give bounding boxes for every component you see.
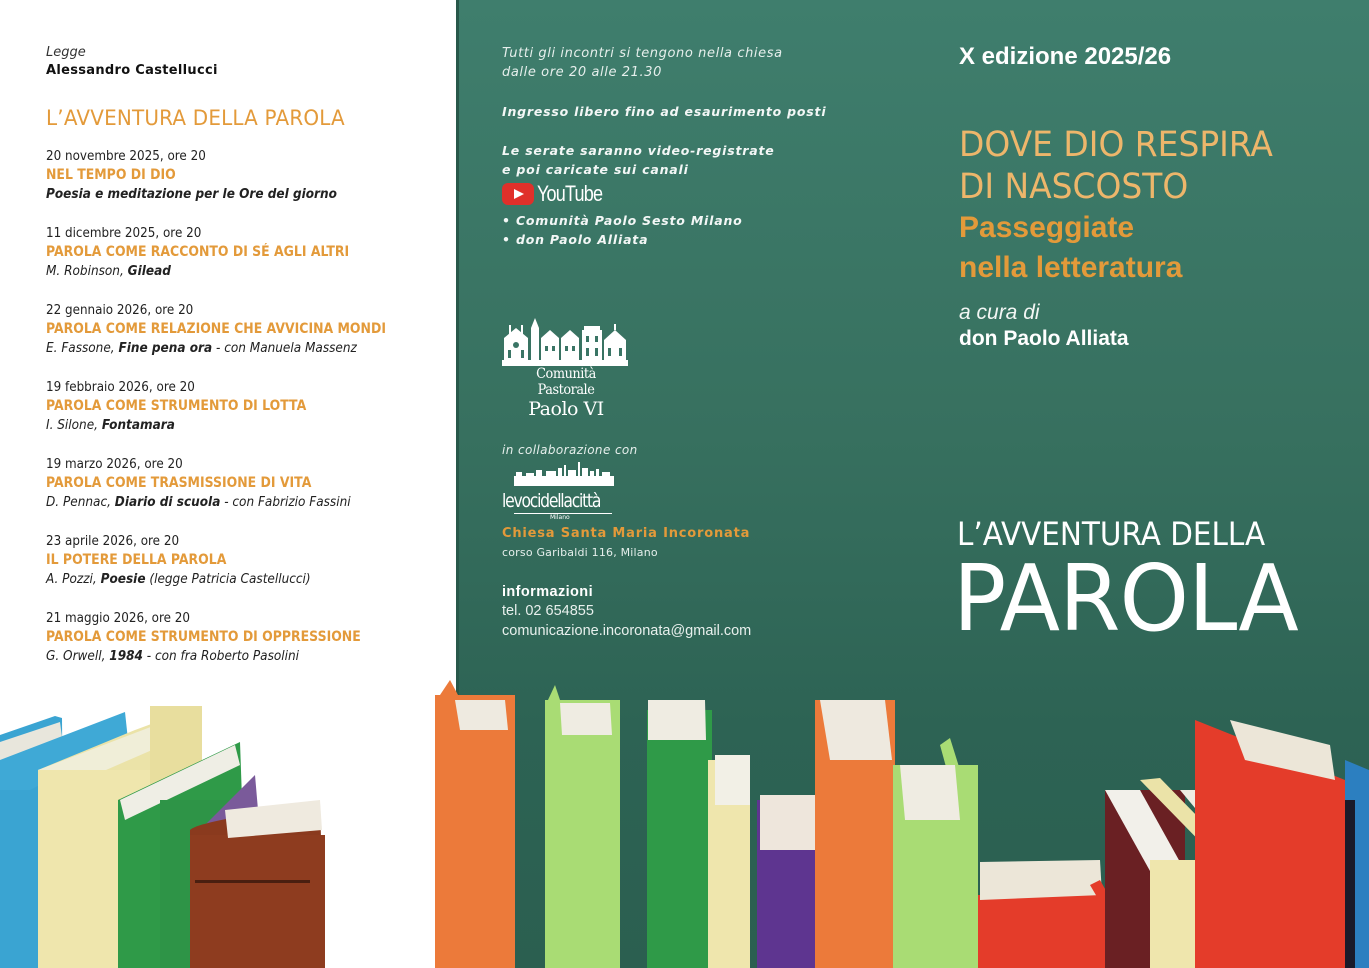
event-title: PAROLA COME RACCONTO DI SÉ AGLI ALTRI	[46, 244, 350, 260]
event-date: 22 gennaio 2026, ore 20	[46, 303, 194, 318]
info-phone[interactable]: tel. 02 654855	[502, 603, 594, 619]
event-title: NEL TEMPO DI DIO	[46, 167, 176, 183]
info-email[interactable]: comunicazione.incoronata@gmail.com	[502, 622, 752, 639]
levocidellacitta-logo	[502, 462, 630, 522]
event-item	[46, 147, 446, 205]
event-description	[46, 185, 418, 205]
event-item	[46, 455, 446, 513]
event-title: PAROLA COME STRUMENTO DI LOTTA	[46, 398, 307, 414]
event-work: Fine pena ora	[118, 341, 213, 356]
event-title: PAROLA COME TRASMISSIONE DI VITA	[46, 475, 312, 491]
logo1-line-1: Comunità Pastorale	[536, 366, 596, 398]
collaboration-label: in collaborazione con	[502, 443, 638, 457]
event-item	[46, 224, 446, 282]
venue-line-1: Tutti gli incontri si tengono nella chiesa	[502, 46, 783, 61]
info-block	[502, 582, 751, 641]
channel-list	[502, 211, 902, 249]
church-name: Chiesa Santa Maria Incoronata	[502, 526, 751, 541]
event-guest: - con fra Roberto Pasolini	[142, 649, 300, 664]
logo1-line-2: Paolo VI	[528, 398, 604, 420]
event-guest: - con Manuela Massenz	[212, 341, 357, 356]
event-title: PAROLA COME STRUMENTO DI OPPRESSIONE	[46, 629, 361, 645]
event-title: IL POTERE DELLA PAROLA	[46, 552, 227, 568]
event-author: E. Fassone,	[46, 341, 119, 356]
logo2-sub: Milano	[550, 514, 570, 521]
event-work: Diario di scuola	[114, 495, 221, 510]
church-skyline-icon	[502, 316, 628, 366]
recording-line-1: Le serate saranno video-registrate	[502, 143, 775, 158]
brand-line-1: L’AVVENTURA DELLA	[957, 515, 1266, 553]
heading-line-1: DOVE DIO RESPIRA	[959, 125, 1273, 165]
youtube-play-icon	[502, 183, 534, 205]
event-author: I. Silone,	[46, 418, 102, 433]
youtube-logo[interactable]	[502, 181, 902, 207]
event-description	[46, 570, 418, 590]
event-item	[46, 532, 446, 590]
cover-column	[959, 42, 1359, 352]
event-description	[46, 262, 418, 282]
edition-label: X edizione 2025/26	[959, 43, 1172, 70]
subheading-line-1: Passeggiate	[959, 211, 1135, 244]
event-item	[46, 609, 446, 667]
heading-line-2: DI NASCOSTO	[959, 167, 1189, 207]
event-description	[46, 339, 418, 359]
event-guest: (legge Patricia Castellucci)	[145, 572, 311, 587]
event-work: Gilead	[127, 264, 171, 279]
series-title: L’AVVENTURA DELLA PAROLA	[46, 106, 345, 130]
event-author: A. Pozzi,	[46, 572, 101, 587]
event-guest: - con Fabrizio Fassini	[220, 495, 351, 510]
event-date: 20 novembre 2025, ore 20	[46, 149, 206, 164]
info-heading: informazioni	[502, 584, 593, 600]
city-skyline-icon	[502, 462, 628, 486]
venue-line-2: dalle ore 20 alle 21.30	[502, 65, 663, 80]
comunita-pastorale-logo	[502, 316, 630, 420]
church-address: corso Garibaldi 116, Milano	[502, 546, 658, 559]
info-column	[502, 44, 902, 249]
brand-line-2: PAROLA	[953, 545, 1298, 652]
reader-label: Legge	[46, 45, 86, 60]
brand-title	[953, 514, 1312, 652]
books-illustration	[0, 660, 1369, 968]
youtube-wordmark: YouTube	[537, 181, 603, 206]
curator-name: don Paolo Alliata	[959, 327, 1129, 350]
event-date: 11 dicembre 2025, ore 20	[46, 226, 202, 241]
reader-name: Alessandro Castellucci	[46, 63, 218, 78]
logo2-wordmark: levocidellacittà	[502, 490, 601, 512]
event-author: G. Orwell,	[46, 649, 110, 664]
channel-item[interactable]: • Comunità Paolo Sesto Milano	[502, 213, 743, 228]
channel-item[interactable]: • don Paolo Alliata	[502, 232, 649, 247]
event-title: PAROLA COME RELAZIONE CHE AVVICINA MONDI	[46, 321, 386, 337]
church-block	[502, 525, 750, 563]
event-description	[46, 493, 418, 513]
event-work: Fontamara	[101, 418, 175, 433]
event-work: Poesie	[100, 572, 146, 587]
event-work: 1984	[109, 649, 143, 664]
entry-note: Ingresso libero fino ad esaurimento posti	[502, 104, 827, 119]
event-author: M. Robinson,	[46, 264, 128, 279]
event-item	[46, 378, 446, 436]
curated-label: a cura di	[959, 301, 1040, 324]
event-description	[46, 416, 418, 436]
program-column	[46, 44, 446, 667]
event-date: 23 aprile 2026, ore 20	[46, 534, 180, 549]
event-work: Poesia e meditazione per le Ore del giorno	[46, 187, 337, 202]
event-date: 21 maggio 2026, ore 20	[46, 611, 191, 626]
recording-line-2: e poi caricate sui canali	[502, 162, 689, 177]
event-date: 19 febbraio 2026, ore 20	[46, 380, 195, 395]
event-author: D. Pennac,	[46, 495, 115, 510]
subheading-line-2: nella letteratura	[959, 251, 1183, 284]
event-item	[46, 301, 446, 359]
event-date: 19 marzo 2026, ore 20	[46, 457, 183, 472]
